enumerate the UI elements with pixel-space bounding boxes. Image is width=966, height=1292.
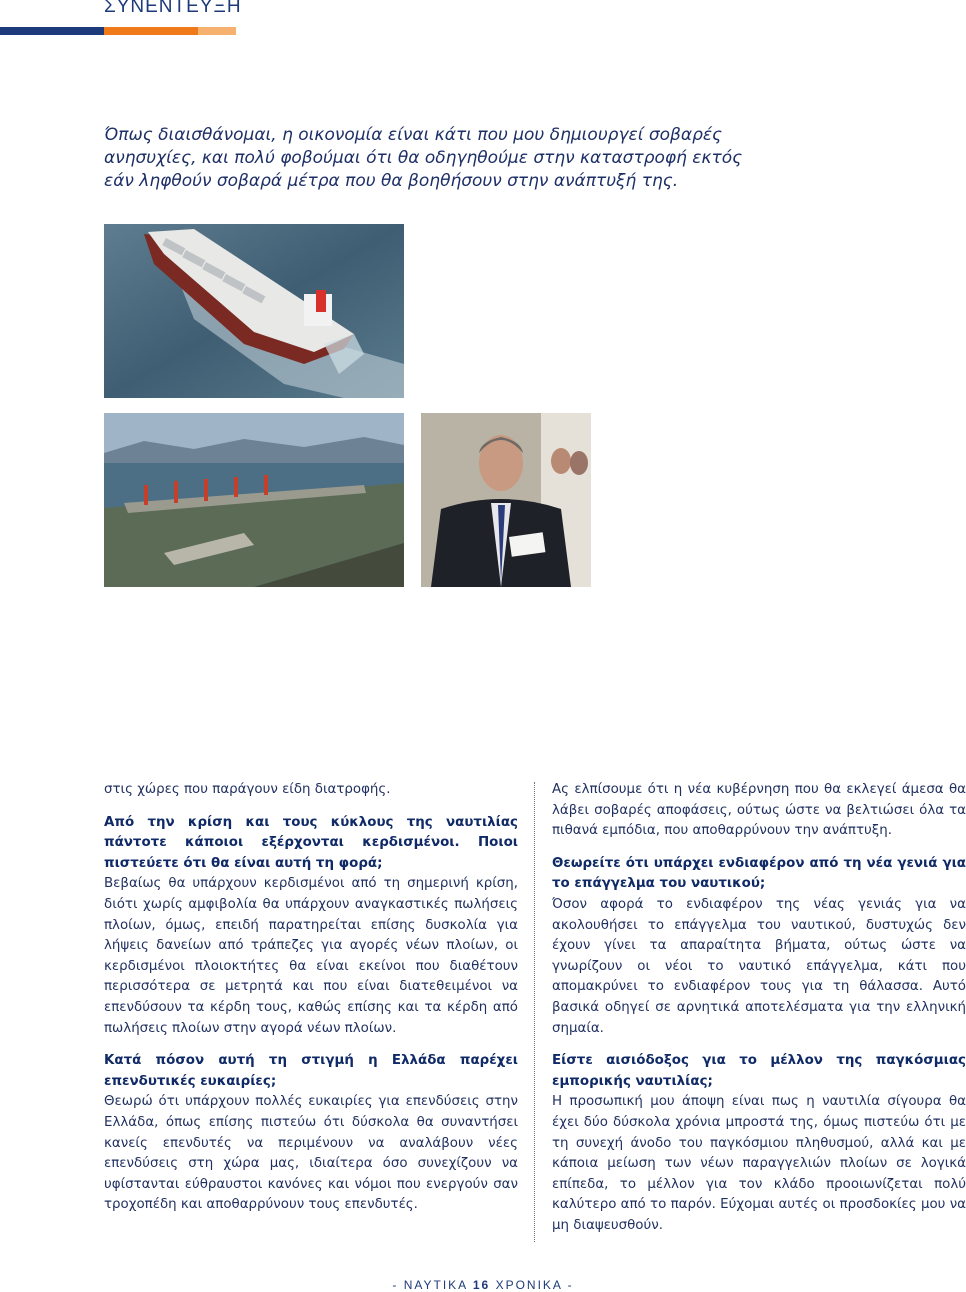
answer-future-shipping: Η προσωπική μου άποψη είναι πως η ναυτιλία σίγουρα θα έχει δύο δύσκολα χρόνια μπροστά της, όμως πιστεύω ότι με τη συνεχή άνοδο του παγκόσμιου πληθυσμού, αλλά και με κάποια μείωση των νέων παραγγελιών πλοίων σε λογικά επίπεδα, το μέλλον για τον κλάδο προοιωνίζεται πολύ καλύτερο από το παρόν. Εύχομαι αυτές οι προσδοκίες μου να μη διαψευσθούν. bbox=[552, 1094, 966, 1233]
question-greece-investment: Κατά πόσον αυτή τη στιγμή η Ελλάδα παρέχει επενδυτικές ευκαιρίες; bbox=[104, 1053, 518, 1089]
answer-greece-investment: Θεωρώ ότι υπάρχουν πολλές ευκαιρίες για επενδύσεις στην Ελλάδα, όπως επίσης πιστεύω ότι δύσκολα θα συναντήσει κανείς επενδυτές να περιμένουν να αναλάβουν νέες επενδύσεις στη χώρα μας, ιδιαίτερα όσο συνεχίζουν να υφίστανται εύθραυστοι κανόνες και νόμοι που ενεργούν σαν τροχοπέδη και αποθαρρύνουν τους επενδυτές. bbox=[104, 1094, 518, 1213]
right-paragraph-intro: Ας ελπίσουμε ότι η νέα κυβέρνηση που θα εκλεγεί άμεσα θα λάβει σοβαρές αποφάσεις, ούτως ώστε να βελτιώσει όλα τα πιθανά εμπόδια, που αποθαρρύνουν την ανάπτυξη. bbox=[552, 782, 966, 839]
footer-right-text: ΧΡΟΝΙΚΑ - bbox=[495, 1278, 574, 1292]
ship-photo bbox=[104, 224, 404, 398]
left-paragraph-intro: στις χώρες που παράγουν είδη διατροφής. bbox=[104, 782, 391, 797]
speaker-photo bbox=[421, 413, 591, 587]
column-divider bbox=[534, 782, 535, 1242]
header-bar-light-orange bbox=[198, 27, 236, 35]
right-column bbox=[552, 780, 966, 1248]
left-column bbox=[104, 780, 518, 1228]
left-qa-2 bbox=[104, 1051, 518, 1216]
question-crisis-winners: Από την κρίση και τους κύκλους της ναυτιλίας πάντοτε κάποιοι εξέρχονται κερδισμένοι. bbox=[104, 814, 518, 851]
page-number: 16 bbox=[472, 1278, 491, 1292]
port-photo bbox=[104, 413, 404, 587]
right-qa-4 bbox=[552, 1051, 966, 1236]
right-qa-3 bbox=[552, 854, 966, 1039]
footer-left-text: - ΝΑΥΤΙΚΑ bbox=[392, 1278, 468, 1292]
header-bar-navy bbox=[0, 27, 104, 35]
page-footer bbox=[0, 1278, 966, 1292]
question-crisis-winners-cont: Ποιοι πιστεύετε ότι θα είναι αυτή τη φορά; bbox=[104, 835, 518, 871]
question-new-generation: Θεωρείτε ότι υπάρχει ενδιαφέρον από τη νέα γενιά για το επάγγελμα του ναυτικού; bbox=[552, 855, 966, 892]
answer-new-generation: Όσον αφορά το ενδιαφέρον της νέας γενιάς για να ακολουθήσει το επάγγελμα του ναυτικού, δυστυχώς δεν έχουν γίνει τα απαραίτητα βήματα, ούτως ώστε να γνωρίζουν οι νέοι το ναυτικό επάγγελμα, κάτι που απομακρύνει το ενδιαφέρον τους για τη θάλασσα. Αυτό βασικά οδηγεί σε αρνητικά αποτελέσματα για την ελληνική σημαία. bbox=[552, 896, 966, 1036]
answer-crisis-winners: Βεβαίως θα υπάρχουν κερδισμένοι από τη σημερινή κρίση, διότι χωρίς αμφιβολία θα υπάρχουν αναγκαστικές πωλήσεις πλοίων, όμως, επειδή παρατηρείται επίσης δυσκολία για λήψεις δανείων από τράπεζες για αγορές νέων πλοίων, οι κερδισμένοι πλοιοκτήτες θα είναι εκείνοι που διαθέτουν περισσότερα σε μετρητά και που είναι διατεθειμένοι να επενδύσουν τα κέρδη τους, καθώς επίσης και τα κέρδη από πωλήσεις πλοίων στην αγορά νέων πλοίων. bbox=[104, 876, 518, 1036]
left-qa-1 bbox=[104, 813, 518, 1040]
question-future-shipping: Είστε αισιόδοξος για το μέλλον της παγκόσμιας εμπορικής ναυτιλίας; bbox=[552, 1053, 966, 1089]
section-title: ΣΥΝΕΝΤΕΥΞΗ bbox=[104, 0, 242, 17]
pull-quote: Όπως διαισθάνομαι, η οικονομία είναι κάτι που μου δημιουργεί σοβαρές ανησυχίες, και πολύ φοβούμαι ότι θα οδηγηθούμε στην καταστροφή εκτός εάν ληφθούν σοβαρά μέτρα που θα βοηθήσουν στην ανάπτυξή της. bbox=[104, 125, 743, 191]
header-bar-orange bbox=[104, 27, 198, 35]
